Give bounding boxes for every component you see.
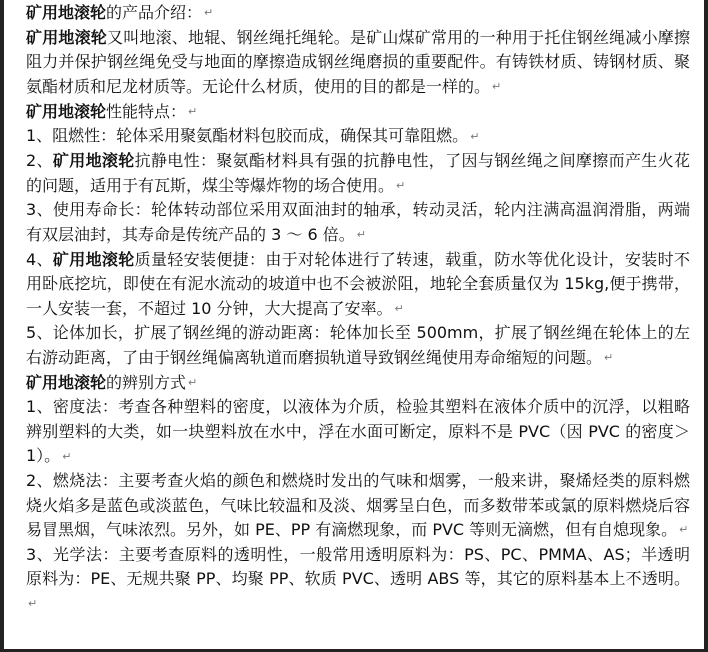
paragraph-mark-icon: ↵ xyxy=(188,375,198,389)
paragraph-text: 抗静电性：聚氨酯材料具有强的抗静电性，了因与钢丝绳之间摩擦而产生火花的问题，适用于有瓦斯，煤尘等爆炸物的场合使用。 xyxy=(26,151,690,195)
product-name: 矿用地滚轮 xyxy=(26,372,107,392)
paragraph-text: 又叫地滚、地辊、钢丝绳托绳轮。是矿山煤矿常用的一种用于托住钢丝绳减小摩擦阻力并保护钢丝绳免受与地面的摩擦造成钢丝绳磨损的重要配件。有铸铁材质、铸钢材质、聚氨酯材质和尼龙材质等。无论什么材质，使用的目的都是一样的。 xyxy=(26,27,690,96)
product-name: 矿用地滚轮 xyxy=(52,151,135,170)
paragraph-text: 1、阻燃性：轮体采用聚氨酯材料包胶而成，确保其可靠阻燃。 xyxy=(26,126,469,146)
product-name: 矿用地滚轮 xyxy=(26,27,107,47)
paragraph-text: 1、密度法：考查各种塑料的密度，以液体为介质，检验其塑料在液体介质中的沉浮，以粗略辨别塑料的大类，如一块塑料放在水中，浮在水面可断定，原料不是 PVC（因 PVC 的密度＞1）。 xyxy=(26,397,690,466)
item-number: 2、 xyxy=(26,151,53,170)
product-name: 矿用地滚轮 xyxy=(52,249,135,269)
paragraph-text: 3、光学法：主要考查原料的透明性，一般常用透明原料为：PS、PC、PMMA、AS；半透明原料为：PE、无规共聚 PP、均聚 PP、软质 PVC、透明 ABS 等，其它的原料基本上不透明。 xyxy=(26,544,690,589)
intro-paragraph xyxy=(26,26,690,100)
heading-text: 性能特点： xyxy=(106,101,187,121)
feature-item xyxy=(26,248,690,322)
document-body xyxy=(26,1,690,617)
section-heading-identification xyxy=(26,371,690,396)
paragraph-text: 3、使用寿命长：轮体转动部位采用双面油封的轴承，转动灵活，轮内注满高温润滑脂，两端有双层油封，其寿命是传统产品的 3 ～ 6 倍。 xyxy=(26,200,690,244)
feature-item xyxy=(26,321,690,370)
feature-item xyxy=(26,149,690,198)
paragraph-mark-icon: ↵ xyxy=(470,129,480,143)
method-item xyxy=(26,469,690,543)
heading-text: 的产品介绍： xyxy=(106,3,203,22)
paragraph-mark-icon: ↵ xyxy=(679,523,689,537)
paragraph-mark-icon: ↵ xyxy=(394,301,404,315)
paragraph-mark-icon: ↵ xyxy=(62,449,72,463)
feature-item xyxy=(26,124,690,149)
paragraph-mark-icon: ↵ xyxy=(604,351,614,364)
paragraph-mark-icon: ↵ xyxy=(188,104,198,118)
product-name: 矿用地滚轮 xyxy=(26,3,107,22)
heading-text: 的辨别方式 xyxy=(106,372,187,392)
section-heading-features xyxy=(26,100,690,125)
product-name: 矿用地滚轮 xyxy=(26,101,107,121)
method-item xyxy=(26,395,690,469)
paragraph-mark-icon: ↵ xyxy=(204,6,214,20)
paragraph-text: 2、燃烧法：主要考查火焰的颜色和燃烧时发出的气味和烟雾，一般来讲，聚烯烃类的原料燃烧火焰多是蓝色或淡蓝色，气味比较温和及淡、烟雾呈白色，而多数带苯或氯的原料燃烧后容易冒黑烟，气味浓烈。另外，如 PE、PP 有滴燃现象，而 PVC 等则无滴燃，但有自熄现象。 xyxy=(26,471,690,539)
method-item xyxy=(26,543,690,617)
paragraph-mark-icon: ↵ xyxy=(396,178,406,192)
paragraph-text: 5、论体加长，扩展了钢丝绳的游动距离：轮体加长至 500mm，扩展了钢丝绳在轮体上的左右游动距离，了由于钢丝绳偏离轨道而磨损轨道导致钢丝绳使用寿命缩短的问题。 xyxy=(26,323,690,367)
feature-item xyxy=(26,198,690,247)
paragraph-mark-icon: ↵ xyxy=(492,80,502,93)
paragraph-mark-icon: ↵ xyxy=(28,597,38,610)
section-heading-intro xyxy=(26,1,690,26)
paragraph-mark-icon: ↵ xyxy=(356,228,366,241)
item-number: 4、 xyxy=(26,249,53,269)
paragraph-text: 质量轻安装便捷：由于对轮体进行了转速，载重，防水等优化设计，安装时不用卧底挖坑，即使在有泥水流动的坡道中也不会被淤阻，地轮全套质量仅为 15kg,便于携带，一人安装一套，不超过 10 分钟，大大提高了安率。 xyxy=(26,249,690,318)
